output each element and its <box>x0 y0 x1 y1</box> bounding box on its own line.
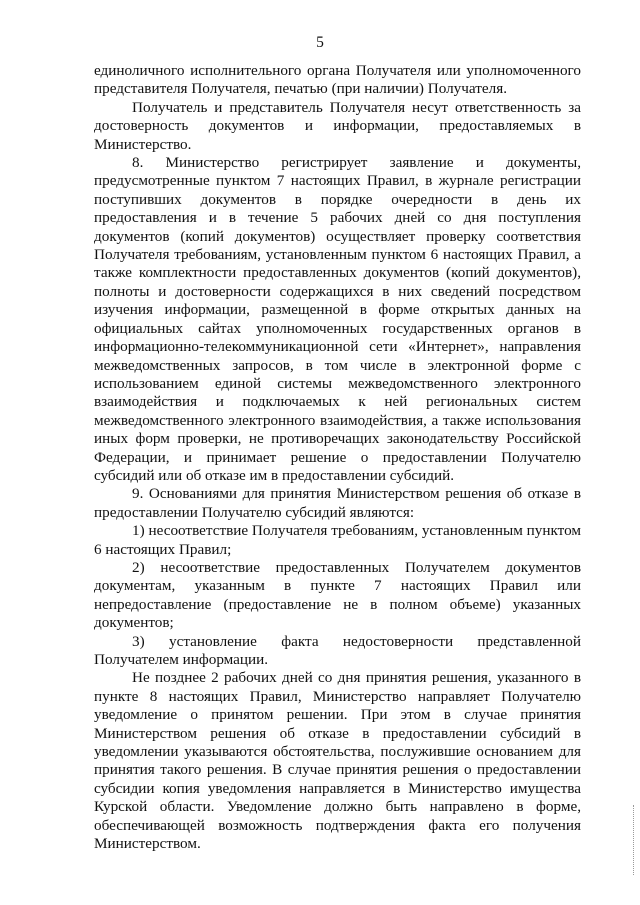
paragraph-clause-8: 8. Министерство регистрирует заявление и документы, предусмотренные пунктом 7 настоящих Правил, в журнале регистрации поступивших документов в порядке очередности в день их предоставления и в течение 5 рабочих дней со дня поступления документов (копий документов) осуществляет проверку соответствия Получателя требованиям, установленным пунктом 6 настоящих Правил, а также комплектности предоставленных документов (копий документов), полноты и достоверности содержащихся в них сведений посредством изучения информации, размещенной в форме открытых данных на официальных сайтах уполномоченных государственных органов в информационно-телекоммуникационной сети «Интернет», направления межведомственных запросов, в том числе в электронной форме с использованием единой системы межведомственного электронного взаимодействия и подключаемых к ней региональных систем межведомственного электронного взаимодействия, а также использования иных форм проверки, не противоречащих законодательству Российской Федерации, и принимает решение о предоставлении Получателю субсидий или об отказе им в предоставлении субсидий. <box>94 154 581 484</box>
paragraph-notification: Не позднее 2 рабочих дней со дня принятия решения, указанного в пункте 8 настоящих Правил, Министерство направляет Получателю уведомление о принятом решении. При этом в случае принятия Министерством решения об отказе в предоставлении субсидий в уведомлении указываются обстоятельства, послужившие основанием для принятия такого решения. В случае принятия решения о предоставлении субсидии копия уведомления направляется в Министерство имущества Курской области. Уведомление должно быть направлено в форме, обеспечивающей возможность подтверждения факта его получения Министерством. <box>94 669 581 853</box>
scan-edge-mark <box>631 805 634 875</box>
list-item-2: 2) несоответствие предоставленных Получателем документов документам, указанным в пункте 7 настоящих Правил или непредоставление (предоставление не в полном объеме) указанных документов; <box>94 558 581 632</box>
paragraph-clause-9: 9. Основаниями для принятия Министерством решения об отказе в предоставлении Получателю субсидий являются: <box>94 485 581 521</box>
document-body <box>94 62 581 853</box>
list-item-1: 1) несоответствие Получателя требованиям, установленным пунктом 6 настоящих Правил; <box>94 522 581 558</box>
page-number: 5 <box>316 34 324 51</box>
list-item-3: 3) установление факта недостоверности представленной Получателем информации. <box>94 632 581 668</box>
paragraph-responsibility: Получатель и представитель Получателя несут ответственность за достоверность документов и информации, предоставляемых в Министерство. <box>94 98 581 153</box>
paragraph-continuation: единоличного исполнительного органа Получателя или уполномоченного представителя Получателя, печатью (при наличии) Получателя. <box>94 62 581 98</box>
